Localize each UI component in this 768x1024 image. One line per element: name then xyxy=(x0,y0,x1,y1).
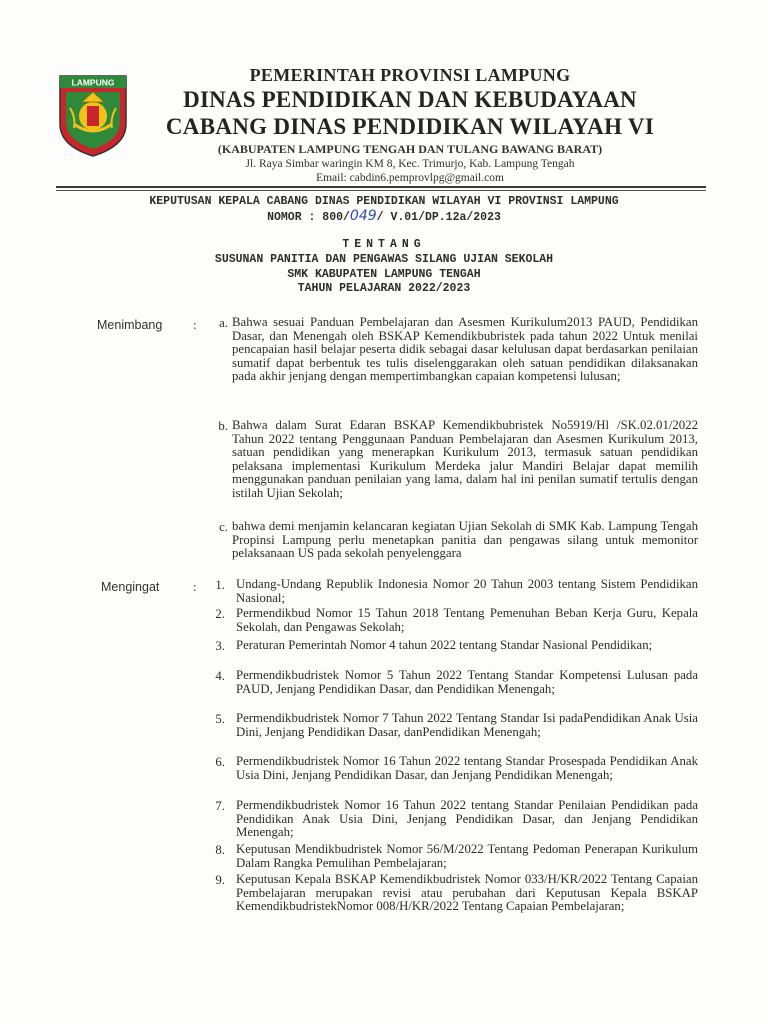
mengingat-marker-3: 3. xyxy=(215,639,225,653)
mengingat-item-7: Permendikbudristek Nomor 16 Tahun 2022 tentang Standar Penilaian Pendidikan pada Pendidikan Anak Usia Dini, Jenjang Pendidikan Dasar, dan Jenjang Pendidikan Menengah; xyxy=(236,798,698,840)
letterhead-address: Jl. Raya Simbar waringin KM 8, Kec. Trimurjo, Kab. Lampung Tengah xyxy=(245,158,575,170)
decree-number-suffix: / V.01/DP.12a/2023 xyxy=(376,211,501,224)
mengingat-marker-8: 8. xyxy=(215,843,225,857)
letterhead-government: PEMERINTAH PROVINSI LAMPUNG xyxy=(249,65,571,85)
decree-tentang: TENTANG xyxy=(342,238,426,251)
decree-subject-line1: SUSUNAN PANITIA DAN PENGAWAS SILANG UJIAN SEKOLAH xyxy=(214,253,554,266)
letterhead xyxy=(140,64,680,185)
mengingat-item-3: Peraturan Pemerintah Nomor 4 tahun 2022 tentang Standar Nasional Pendidikan; xyxy=(236,638,653,652)
mengingat-item-9: Keputusan Kepala BSKAP Kemendikbudristek Nomor 033/H/KR/2022 Tentang Capaian Pembelajaran merupakan revisi atau perubahan dari Keputusan Kepala BSKAP KemendikbudristekNomor 008/H/KR/2022 Tentang Capaian Pembelajaran; xyxy=(236,872,698,914)
decree-number-handwritten: 049 xyxy=(349,208,377,224)
letterhead-regency: (KABUPATEN LAMPUNG TENGAH DAN TULANG BAWANG BARAT) xyxy=(217,142,603,156)
menimbang-marker-a: a. xyxy=(219,316,228,330)
letterhead-divider xyxy=(56,186,706,188)
mengingat-marker-1: 1. xyxy=(215,578,225,592)
mengingat-marker-2: 2. xyxy=(215,607,225,621)
decree-subject xyxy=(40,253,728,297)
mengingat-item-6: Permendikbudristek Nomor 16 Tahun 2022 tentang Standar Prosespada Pendidikan Anak Usia Dini, Jenjang Pendidikan Dasar, dan Jenjang Pendidikan Menengah; xyxy=(236,754,698,782)
menimbang-marker-b: b. xyxy=(218,419,228,433)
menimbang-item-b: Bahwa dalam Surat Edaran BSKAP Kemendikbubristek No5919/Hl /SK.02.01/2022 Tahun 2022 tentang Penggunaan Panduan Pembelajaran dan Asesmen Kurikulum 2013, satuan pendidikan yang menerapkan Kurikulum 2013, termasuk satuan pendidikan pelaksana implementasi Kurikulum Merdeka jalur Mandiri Belajar dapat memilih menggunakan panduan penilaian yang lama, dalam hal ini penilan sumatif tertulis dengan istilah Ujian Sekolah; xyxy=(232,418,698,500)
mengingat-item-5: Permendikbudristek Nomor 7 Tahun 2022 Tentang Standar Isi padaPendidikan Anak Usia Dini, Jenjang Pendidikan Dasar, danPendidikan Menengah; xyxy=(236,711,698,739)
menimbang-item-a: Bahwa sesuai Panduan Pembelajaran dan Asesmen Kurikulum2013 PAUD, Pendidikan Dasar, dan Menengah oleh BSKAP Kemendikbubristek pada tahun 2022 Untuk menilai pencapaian hasil belajar peserta didik sebagai dasar kelulusan dapat berdasarkan penilaian sumatif dapat berbentuk tes tulis diselenggarakan oleh satuan pendidikan dilaksanakan pada akhir jenjang dengan mempertimbangkan capaian kompetensi lulusan; xyxy=(232,315,698,384)
mengingat-marker-5: 5. xyxy=(215,712,225,726)
mengingat-item-2: Permendikbud Nomor 15 Tahun 2018 Tentang Pemenuhan Beban Kerja Guru, Kepala Sekolah, dan Pengawas Sekolah; xyxy=(236,606,698,634)
mengingat-marker-4: 4. xyxy=(215,669,225,683)
lampung-crest-logo xyxy=(56,72,130,158)
letterhead-divider-thin xyxy=(56,190,706,191)
decree-heading xyxy=(40,195,728,225)
menimbang-item-c: bahwa demi menjamin kelancaran kegiatan Ujian Sekolah di SMK Kab. Lampung Tengah Propinsi Lampung perlu menetapkan panitia dan pengawas silang untuk memonitor pelaksanaan US pada sekolah penyelenggara xyxy=(232,519,698,561)
mengingat-marker-7: 7. xyxy=(215,799,225,813)
decree-subject-line3: TAHUN PELAJARAN 2022/2023 xyxy=(297,282,471,295)
mengingat-colon: : xyxy=(193,579,197,594)
menimbang-marker-c: c. xyxy=(219,520,228,534)
logo-text: LAMPUNG xyxy=(71,77,115,88)
menimbang-label: Menimbang xyxy=(97,318,163,332)
mengingat-marker-9: 9. xyxy=(215,873,225,887)
menimbang-colon: : xyxy=(193,317,197,332)
letterhead-agency: DINAS PENDIDIKAN DAN KEBUDAYAAN xyxy=(183,87,637,112)
decree-number-prefix: NOMOR : 800/ xyxy=(267,211,350,224)
mengingat-label: Mengingat xyxy=(101,580,160,594)
letterhead-branch: CABANG DINAS PENDIDIKAN WILAYAH VI xyxy=(165,114,655,139)
mengingat-item-8: Keputusan Mendikbudristek Nomor 56/M/2022 Tentang Pedoman Penerapan Kurikulum Dalam Rangka Pemulihan Pembelajaran; xyxy=(236,842,698,870)
decree-subject-line2: SMK KABUPATEN LAMPUNG TENGAH xyxy=(287,267,481,281)
mengingat-marker-6: 6. xyxy=(215,755,225,769)
decree-number xyxy=(40,209,728,225)
mengingat-item-1: Undang-Undang Republik Indonesia Nomor 20 Tahun 2003 tentang Sistem Pendidikan Nasional; xyxy=(236,577,698,605)
decree-title: KEPUTUSAN KEPALA CABANG DINAS PENDIDIKAN WILAYAH VI PROVINSI LAMPUNG xyxy=(149,195,619,208)
mengingat-item-4: Permendikbudristek Nomor 5 Tahun 2022 Tentang Standar Kompetensi Lulusan pada PAUD, Jenjang Pendidikan Dasar, dan Pendidikan Menengah; xyxy=(236,668,698,696)
letterhead-email: Email: cabdin6.pemprovlpg@gmail.com xyxy=(316,172,504,184)
